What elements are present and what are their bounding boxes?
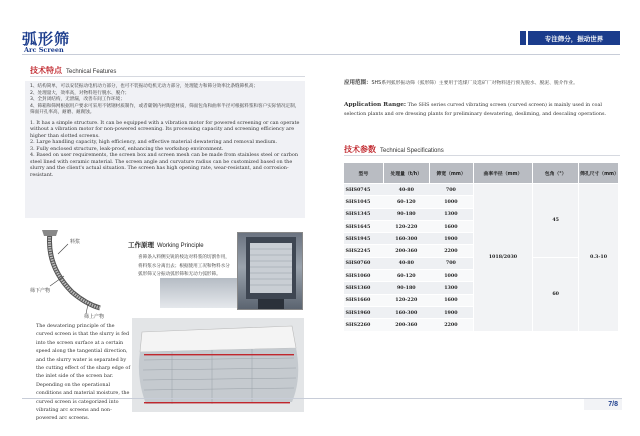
feature-cn-1: 1、结构简单，可以安装振动电机动力部分，也可不装振动电机无动力部分，处理能力和筛分效率比条缝筛机高； xyxy=(30,84,259,89)
working-principle-cn: 喜筛条入料侧尖锐的棱边对料浆的切割作用，将料浆水分离出去；根据使用工况和物料水分弧形筛又分振动弧形筛和无动力弧形筛。 xyxy=(138,255,230,277)
cell-width: 1600 xyxy=(429,220,473,232)
features-heading-en: Technical Features xyxy=(66,69,117,75)
application-cn xyxy=(344,79,618,89)
slogan-tab xyxy=(520,31,526,45)
application-text-cn: SHS系列弧形振动筛（弧形筛）主要用于选煤厂及选矿厂对物料进行预先脱水、脱泥、脱介作业。 xyxy=(371,81,578,86)
specs-table xyxy=(343,162,619,332)
cell-width: 1900 xyxy=(429,233,473,245)
cell-capacity: 200-360 xyxy=(383,245,429,257)
features-panel xyxy=(25,81,305,218)
cell-capacity: 40-80 xyxy=(383,257,429,269)
cell-model: SHS1360 xyxy=(344,282,384,294)
cell-capacity: 200-360 xyxy=(383,319,429,331)
cell-width: 700 xyxy=(429,257,473,269)
cell-model: SHS0760 xyxy=(344,257,384,269)
cell-model: SHS2260 xyxy=(344,319,384,331)
feature-cn-2: 2、处理量大，效率高，对物料进行脱水、脱介； xyxy=(30,90,130,96)
cell-model: SHS1945 xyxy=(344,233,384,245)
col-header-width: 筛宽（mm） xyxy=(429,163,473,184)
cell-capacity: 90-180 xyxy=(383,208,429,220)
cell-width: 1600 xyxy=(429,294,473,306)
specs-heading-en: Technical Specifications xyxy=(380,148,444,154)
application-text-en: The SHS series curved vibrating screen (curved screen) is mainly used in coal selection plants and ore dressing plants for preliminary dewatering, desliming, and descaling operations. xyxy=(344,102,607,117)
title-divider xyxy=(22,54,620,55)
working-principle-heading-cn: 工作原理 xyxy=(128,241,154,249)
cell-width: 1000 xyxy=(429,196,473,208)
col-header-angle: 包角（°） xyxy=(533,163,579,184)
arc-screen-photo xyxy=(237,232,303,310)
footer-divider xyxy=(22,398,584,399)
cell-radius: 1018/2030 xyxy=(473,184,533,332)
cell-angle: 45 xyxy=(533,184,579,258)
working-principle-en: The dewatering principle of the curved screen is that the slurry is fed into the screen surface at a certain speed along the tangential direction, and the slurry water is separated by the cutting effect of the sharp edge of the inlet side of the screen bar. Depending on the operational conditions and material moisture, the curved screen is categorized into vibrating arc screens and non-powered arc screens. xyxy=(36,323,131,422)
cell-width: 1900 xyxy=(429,306,473,318)
feature-en-3: 3. Fully enclosed structure, leak-proof, enhancing the workshop environment. xyxy=(30,145,224,152)
cell-width: 700 xyxy=(429,184,473,196)
cell-angle: 60 xyxy=(533,257,579,331)
feature-en-4: 4. Based on user requirements, the screen box and screen mesh can be made from stainless steel or carbon steel lined with ceramic material. The screen angle and curvature radius can be customized based on the slurry and the client's actual situation. The screen has high opening rate, wear-resistant, and corrosion-resistant. xyxy=(30,152,299,178)
table-row xyxy=(344,184,619,196)
cell-model: SHS1060 xyxy=(344,270,384,282)
cell-width: 1300 xyxy=(429,282,473,294)
feature-cn-3: 3、全封闭结构，无泄漏，改善车间工作环境； xyxy=(30,97,125,103)
application-label-en: Application Range: xyxy=(344,102,407,108)
feature-cn-4: 4、筛箱和筛网根据用户要求可采用不锈钢材质制作，或者碳钢内衬陶瓷材质，筛面包角和曲率半径可根据料浆和客户实际情况定制，筛面开孔率高，耐磨、耐腐蚀。 xyxy=(30,103,300,116)
specs-heading-cn: 技术参数 xyxy=(344,145,376,154)
cell-capacity: 40-80 xyxy=(383,184,429,196)
cell-model: SHS1345 xyxy=(344,208,384,220)
page-title: 弧形筛 xyxy=(22,30,71,48)
col-header-model: 型号 xyxy=(344,163,384,184)
cell-capacity: 60-120 xyxy=(383,270,429,282)
specs-header-row xyxy=(344,163,619,184)
application-en xyxy=(344,101,620,118)
application-label-cn: 应用范围： xyxy=(344,80,372,86)
working-principle-heading xyxy=(128,240,204,249)
cell-capacity: 120-220 xyxy=(383,294,429,306)
cell-model: SHS1960 xyxy=(344,306,384,318)
cell-width: 1000 xyxy=(429,270,473,282)
cell-capacity: 90-180 xyxy=(383,282,429,294)
feature-en-2: 2. Large handling capacity, high efficiency, and effective material dewatering and removal medium. xyxy=(30,139,278,146)
diagram-label-feed: 料浆 xyxy=(70,239,81,245)
cell-model: SHS1645 xyxy=(344,220,384,232)
diagram-label-over: 筛上产物 xyxy=(84,314,105,320)
page-subtitle: Arc Screen xyxy=(24,46,64,54)
cell-model: SHS1045 xyxy=(344,196,384,208)
cell-capacity: 160-300 xyxy=(383,233,429,245)
cell-model: SHS2245 xyxy=(344,245,384,257)
photo-backdrop xyxy=(160,278,240,308)
working-principle-heading-en: Working Principle xyxy=(157,243,204,249)
specs-heading xyxy=(344,144,444,155)
features-heading-cn: 技术特点 xyxy=(30,66,62,75)
col-header-aperture: 筛孔尺寸（mm） xyxy=(579,163,619,184)
diagram-label-under: 筛下产物 xyxy=(30,288,51,294)
slogan-banner: 专注筛分，振动世界 xyxy=(528,31,620,45)
col-header-capacity: 处理量（t/h） xyxy=(383,163,429,184)
page-number: 7/8 xyxy=(584,398,622,410)
features-underline xyxy=(30,76,305,77)
col-header-radius: 曲率半径（mm） xyxy=(473,163,533,184)
cell-width: 1300 xyxy=(429,208,473,220)
cell-capacity: 160-300 xyxy=(383,306,429,318)
cell-width: 2200 xyxy=(429,245,473,257)
cell-model: SHS0745 xyxy=(344,184,384,196)
specs-underline xyxy=(344,155,620,156)
cell-aperture: 0.3-10 xyxy=(579,184,619,332)
arc-screen-diagram xyxy=(28,226,128,320)
cell-width: 2200 xyxy=(429,319,473,331)
feature-en-1: 1. It has a simple structure. It can be equipped with a vibration motor for powered screening or can operate without a vibration motor for non-powered screening. Its processing capacity and screening efficiency are higher than slotted screens. xyxy=(30,119,300,139)
features-heading xyxy=(30,65,116,76)
cell-capacity: 120-220 xyxy=(383,220,429,232)
cell-capacity: 60-120 xyxy=(383,196,429,208)
cell-model: SHS1660 xyxy=(344,294,384,306)
